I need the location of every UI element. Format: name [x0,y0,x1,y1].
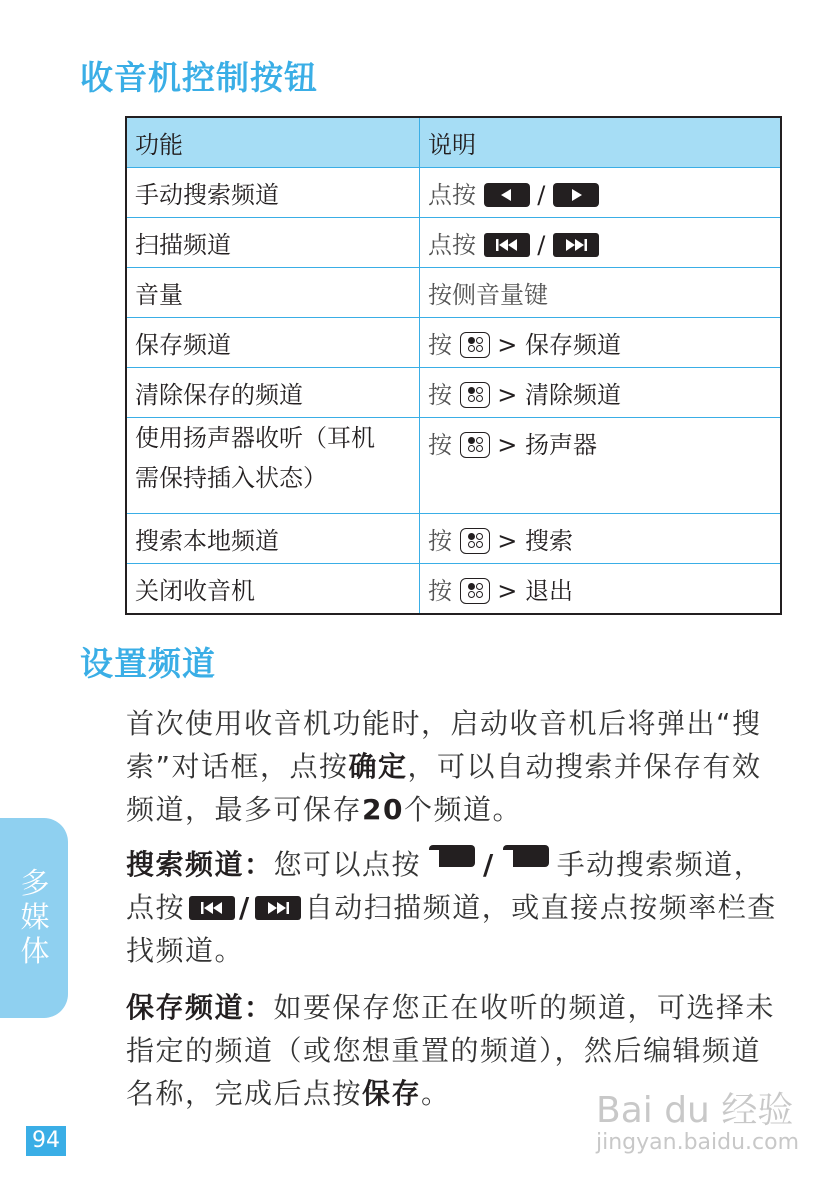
skip-back-icon [189,896,235,920]
header-description: 说明 [420,117,782,168]
desc-prefix: 按 [428,577,452,605]
desc-prefix: 点按 [428,181,476,209]
desc-suffix: > 保存频道 [497,331,622,359]
desc-prefix: 按 [428,527,452,555]
text: 手动搜索频道，点按 [126,848,764,924]
desc-suffix: > 搜索 [497,527,574,555]
confirm-label: 确定 [348,750,408,783]
section-side-tab [0,818,68,1018]
skip-forward-icon [553,233,599,257]
desc-prefix: 点按 [428,231,476,259]
desc-prefix: 按 [428,381,452,409]
desc-suffix: > 清除频道 [497,381,622,409]
watermark-url: jingyan.baidu.com [596,1130,800,1155]
radio-controls-table [125,116,782,615]
separator: / [239,891,251,924]
cell-description [420,368,782,418]
table-row [126,564,781,615]
save-channels-label: 保存频道： [126,991,274,1024]
separator: / [483,848,495,881]
desc-suffix: > 退出 [497,577,574,605]
cell-description [420,564,782,615]
skip-back-icon [484,233,530,257]
left-arrow-icon [429,845,475,867]
header-function: 功能 [126,117,420,168]
text: ，可以自动搜索并保存有效频道，最多可保存 [126,750,762,826]
desc-suffix: > 扬声器 [497,431,598,459]
right-arrow-icon [553,183,599,207]
table-row [126,268,781,318]
table-row [126,514,781,564]
cell-function: 保存频道 [126,318,420,368]
text: 首次使用收音机功能时，启动收音机后将弹出“搜索”对话框，点按 [126,707,762,783]
side-tab-label: 多媒体 [20,866,50,968]
paragraph-search-channels [126,843,786,972]
cell-function [126,418,420,514]
text: 如要保存您正在收听的频道，可选择未指定的频道（或您想重置的频道），然后编辑频道名称，完成后点按 [126,991,776,1110]
watermark-logo: Bai du 经验 [596,1090,794,1131]
table-row [126,318,781,368]
cell-description [420,218,782,268]
cell-function: 手动搜索频道 [126,168,420,218]
text: 您可以点按 [273,848,422,881]
menu-key-icon [460,528,490,554]
table-row [126,368,781,418]
cell-function: 扫描频道 [126,218,420,268]
desc-prefix: 按 [428,431,452,459]
section-title-radio-controls: 收音机控制按钮 [80,58,318,97]
cell-function-line2: 需保持插入状态） [135,464,327,492]
cell-description [420,318,782,368]
separator: / [537,231,546,259]
cell-function: 搜索本地频道 [126,514,420,564]
cell-description [420,514,782,564]
paragraph-intro [126,702,786,831]
save-label: 保存 [362,1077,422,1110]
table-row [126,218,781,268]
menu-key-icon [460,578,490,604]
max-count: 20 [362,793,404,826]
skip-forward-icon [255,896,301,920]
desc-prefix: 按 [428,331,452,359]
text: 自动扫描频道，或直接点按频率栏查找频道。 [126,891,777,967]
table-row [126,418,781,514]
menu-key-icon [460,432,490,458]
section-title-set-channels: 设置频道 [80,644,216,683]
menu-key-icon [460,382,490,408]
cell-description: 按侧音量键 [420,268,782,318]
cell-function: 音量 [126,268,420,318]
cell-description [420,168,782,218]
text: 个频道。 [403,793,522,826]
text: 。 [421,1077,451,1110]
right-arrow-icon [503,845,549,867]
menu-key-icon [460,332,490,358]
cell-function: 关闭收音机 [126,564,420,615]
cell-description [420,418,782,514]
table-header-row [126,117,781,168]
page-number: 94 [26,1126,66,1156]
table-row [126,168,781,218]
cell-function: 清除保存的频道 [126,368,420,418]
left-arrow-icon [484,183,530,207]
separator: / [537,181,546,209]
search-channels-label: 搜索频道： [126,848,274,881]
cell-function-line1: 使用扬声器收听（耳机 [135,424,375,452]
